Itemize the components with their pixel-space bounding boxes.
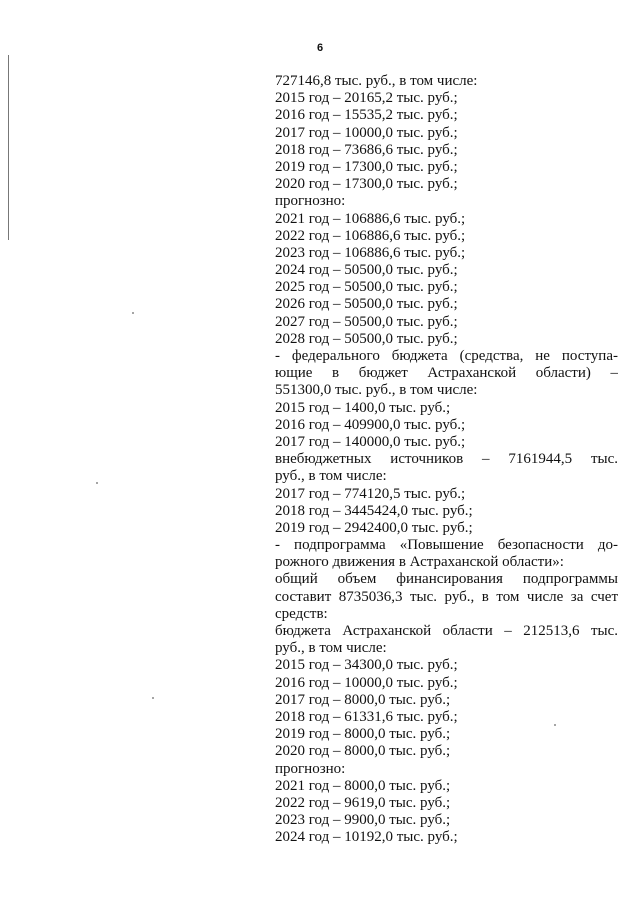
text-line: 2021 год – 8000,0 тыс. руб.; — [275, 777, 451, 794]
text-line: 2016 год – 10000,0 тыс. руб.; — [275, 674, 458, 691]
text-line: рожного движения в Астраханской области»: — [275, 554, 564, 571]
text-line: 2017 год – 774120,5 тыс. руб.; — [275, 485, 466, 502]
text-line: руб., в том числе: — [275, 468, 387, 485]
text-line: ющие в бюджет Астраханской области) – — [275, 365, 618, 382]
text-line: 2019 год – 8000,0 тыс. руб.; — [275, 726, 451, 743]
text-line: 2015 год – 34300,0 тыс. руб.; — [275, 657, 458, 674]
text-line: 2022 год – 9619,0 тыс. руб.; — [275, 794, 451, 811]
text-line: 2026 год – 50500,0 тыс. руб.; — [275, 296, 458, 313]
text-line: 2019 год – 2942400,0 тыс. руб.; — [275, 519, 473, 536]
text-line: 2024 год – 10192,0 тыс. руб.; — [275, 829, 458, 846]
document-text — [275, 73, 618, 846]
text-line: 2023 год – 9900,0 тыс. руб.; — [275, 812, 451, 829]
text-line: - федерального бюджета (средства, не поступа- — [275, 348, 618, 364]
text-line: 2021 год – 106886,6 тыс. руб.; — [275, 210, 466, 227]
scan-margin-line — [8, 55, 9, 240]
text-line: 2023 год – 106886,6 тыс. руб.; — [275, 244, 466, 261]
text-line: общий объем финансирования подпрограммы — [275, 571, 618, 588]
text-line: 2017 год – 10000,0 тыс. руб.; — [275, 124, 458, 141]
text-line: 2016 год – 409900,0 тыс. руб.; — [275, 416, 466, 433]
text-line: 2024 год – 50500,0 тыс. руб.; — [275, 262, 458, 279]
text-line: 2018 год – 3445424,0 тыс. руб.; — [275, 502, 473, 519]
text-line: 2019 год – 17300,0 тыс. руб.; — [275, 158, 458, 175]
text-line: 2016 год – 15535,2 тыс. руб.; — [275, 107, 458, 124]
text-line: 2015 год – 20165,2 тыс. руб.; — [275, 90, 458, 107]
text-line: прогнозно: — [275, 760, 346, 777]
text-line: руб., в том числе: — [275, 640, 387, 657]
page-number: 6 — [316, 42, 324, 54]
text-line: 551300,0 тыс. руб., в том числе: — [275, 382, 478, 399]
scan-speck — [96, 482, 98, 484]
text-line: 2020 год – 8000,0 тыс. руб.; — [275, 743, 451, 760]
text-line: 2027 год – 50500,0 тыс. руб.; — [275, 313, 458, 330]
text-line: 2018 год – 61331,6 тыс. руб.; — [275, 708, 458, 725]
text-line: 2018 год – 73686,6 тыс. руб.; — [275, 141, 458, 158]
text-line: составит 8735036,3 тыс. руб., в том числе за счет — [275, 588, 618, 605]
scan-speck — [152, 697, 154, 699]
text-line: 2017 год – 8000,0 тыс. руб.; — [275, 691, 451, 708]
text-line: 2025 год – 50500,0 тыс. руб.; — [275, 279, 458, 296]
text-line: внебюджетных источников – 7161944,5 тыс. — [275, 451, 618, 468]
text-line: бюджета Астраханской области – 212513,6 тыс. — [275, 623, 618, 639]
text-line: 2028 год – 50500,0 тыс. руб.; — [275, 330, 458, 347]
text-line: 2020 год – 17300,0 тыс. руб.; — [275, 176, 458, 193]
text-line: 2017 год – 140000,0 тыс. руб.; — [275, 433, 466, 450]
scan-speck — [132, 312, 134, 314]
text-line: 727146,8 тыс. руб., в том числе: — [275, 73, 478, 89]
text-line: - подпрограмма «Повышение безопасности до- — [275, 537, 618, 554]
text-line: прогнозно: — [275, 193, 346, 210]
text-line: 2015 год – 1400,0 тыс. руб.; — [275, 399, 451, 416]
text-line: 2022 год – 106886,6 тыс. руб.; — [275, 227, 466, 244]
text-line: средств: — [275, 605, 328, 622]
